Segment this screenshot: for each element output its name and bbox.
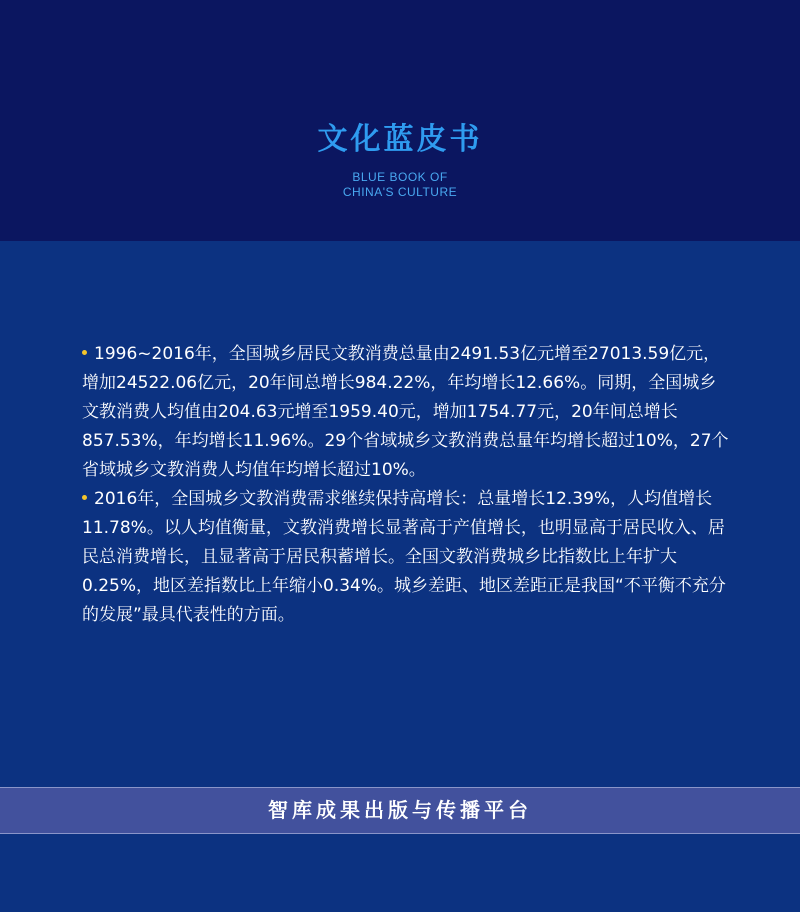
summary-content (82, 340, 732, 630)
header-band (0, 0, 800, 241)
book-series-subtitle (0, 170, 800, 200)
summary-paragraph-2 (82, 485, 732, 630)
paragraph-2-text: 2016年，全国城乡文教消费需求继续保持高增长：总量增长12.39%，人均值增长11.78%。以人均值衡量，文教消费增长显著高于产值增长，也明显高于居民收入、居民总消费增长，且显著高于居民积蓄增长。全国文教消费城乡比指数比上年扩大0.25%，地区差指数比上年缩小0.34%。城乡差距、地区差距正是我国“不平衡不充分的发展”最具代表性的方面。 (82, 489, 726, 625)
footer-bar (0, 787, 800, 834)
bottom-band (0, 834, 800, 912)
summary-paragraph-1 (82, 340, 732, 485)
paragraph-1-text: 1996~2016年，全国城乡居民文教消费总量由2491.53亿元增至27013.59亿元，增加24522.06亿元，20年间总增长984.22%，年均增长12.66%。同期，全国城乡文教消费人均值由204.63元增至1959.40元，增加1754.77元，20年间总增长857.53%，年均增长11.96%。29个省域城乡文教消费总量年均增长超过10%，27个省域城乡文教消费人均值年均增长超过10%。 (82, 344, 729, 480)
bullet-dot-icon (82, 350, 87, 355)
footer-slogan: 智库成果出版与传播平台 (268, 798, 532, 822)
book-series-title: 文化蓝皮书 (317, 122, 483, 157)
subtitle-line-2: CHINA'S CULTURE (342, 185, 458, 199)
bullet-dot-icon (82, 495, 87, 500)
subtitle-line-1: BLUE BOOK OF (352, 170, 448, 184)
